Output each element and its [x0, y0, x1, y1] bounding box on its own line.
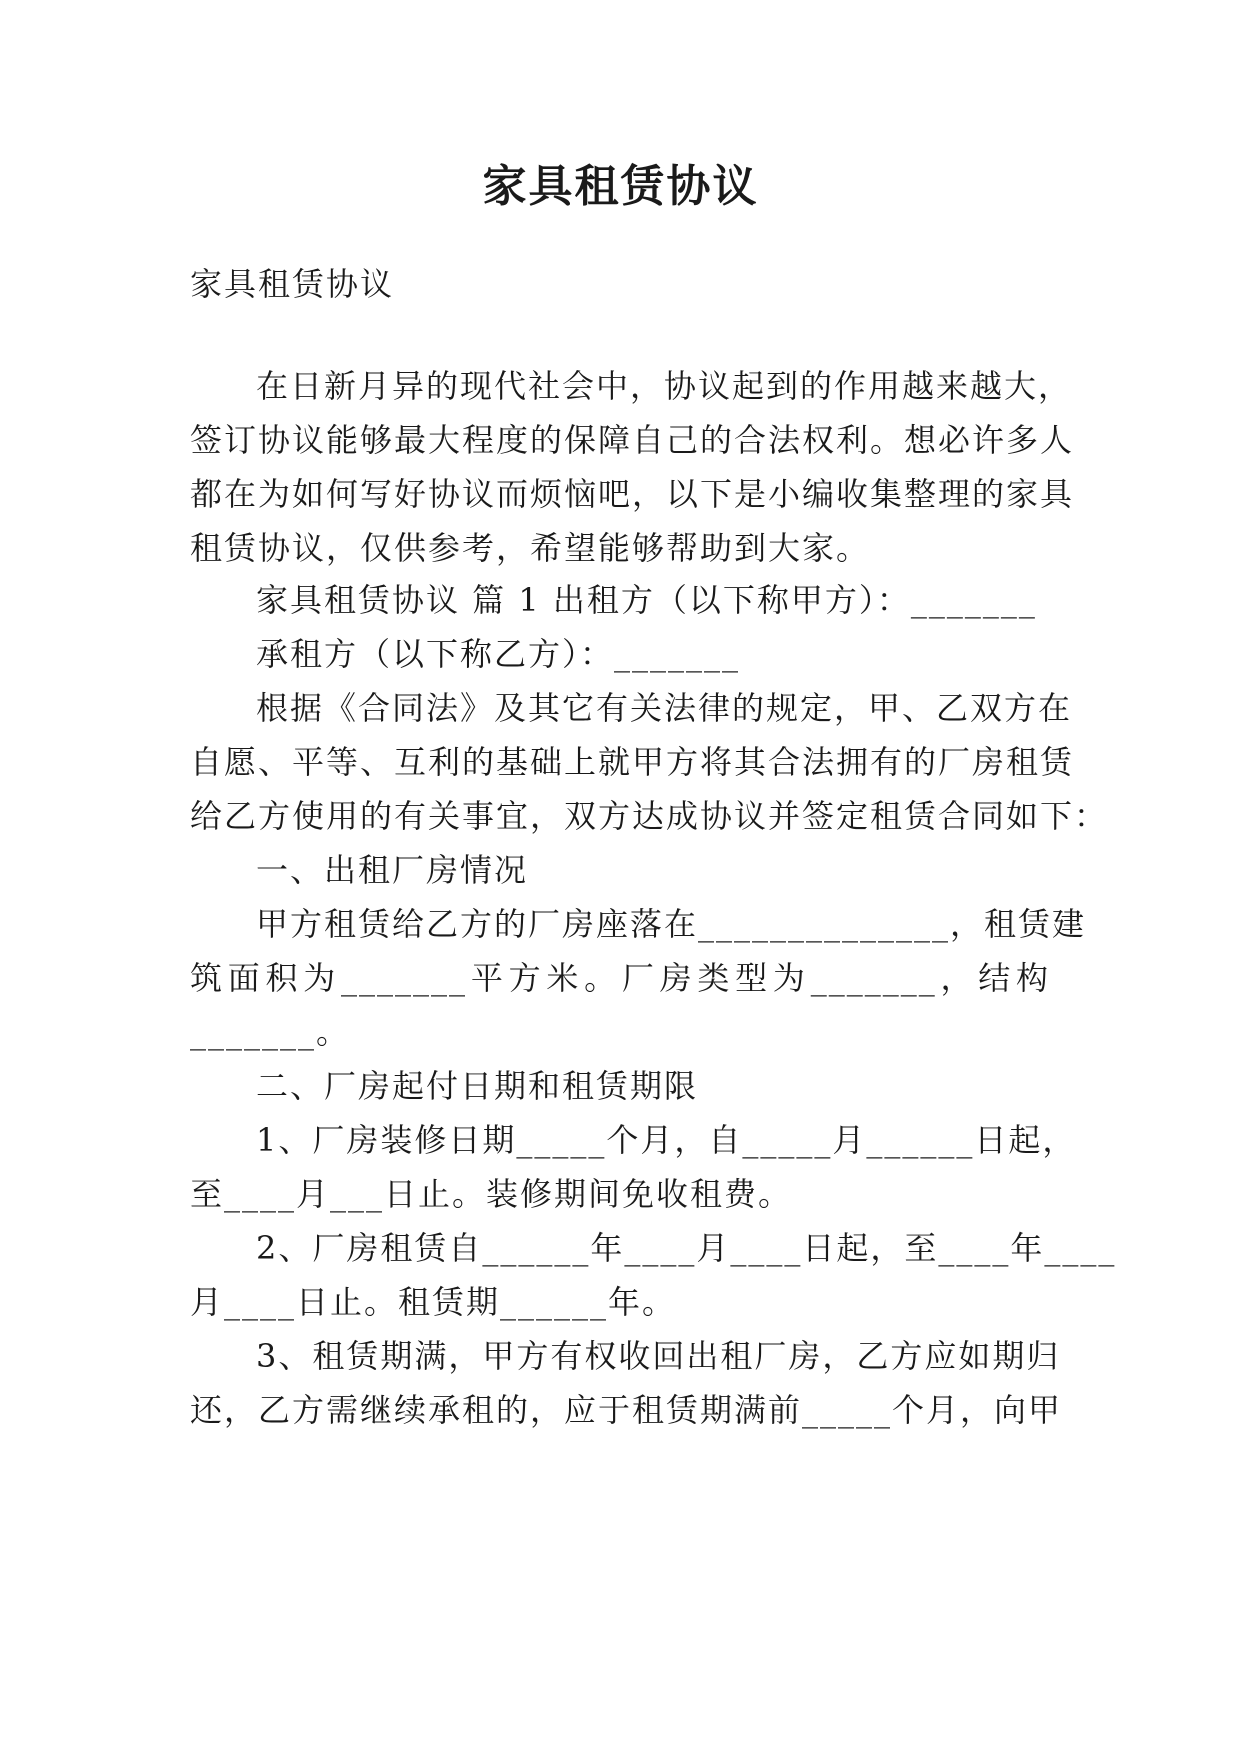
paragraph-line: 筑面积为_______平方米。厂房类型为_______，结构 [190, 959, 1050, 997]
paragraph-line: 租赁协议，仅供参考，希望能够帮助到大家。 [190, 529, 871, 567]
section-heading: 二、厂房起付日期和租赁期限 [256, 1067, 699, 1105]
paragraph-line: 1、厂房装修日期_____个月，自_____月______日起， [256, 1121, 1077, 1159]
paragraph-line: 还，乙方需继续承租的，应于租赁期满前_____个月，向甲 [190, 1391, 1063, 1429]
section-heading: 一、出租厂房情况 [256, 851, 529, 889]
paragraph-line: 至____月___日止。装修期间免收租费。 [190, 1175, 793, 1213]
paragraph-line: 月____日止。租赁期______年。 [190, 1283, 677, 1321]
paragraph-line: 3、租赁期满，甲方有权收回出租厂房，乙方应如期归 [256, 1337, 1061, 1375]
paragraph-line: 承租方（以下称乙方）：_______ [256, 635, 741, 673]
document-title: 家具租赁协议 [482, 161, 759, 212]
paragraph-line: 给乙方使用的有关事宜，双方达成协议并签定租赁合同如下： [190, 797, 1109, 835]
paragraph-line: _______。 [190, 1013, 351, 1051]
paragraph-line: 签订协议能够最大程度的保障自己的合法权利。想必许多人 [190, 421, 1075, 459]
paragraph-line: 根据《合同法》及其它有关法律的规定，甲、乙双方在 [256, 689, 1073, 727]
paragraph-line: 家具租赁协议 篇 1 出租方（以下称甲方）：_______ [256, 581, 1037, 619]
paragraph-line: 甲方租赁给乙方的厂房座落在______________，租赁建 [256, 905, 1087, 943]
paragraph-line: 自愿、平等、互利的基础上就甲方将其合法拥有的厂房租赁 [190, 743, 1075, 781]
paragraph-line: 在日新月异的现代社会中，协议起到的作用越来越大， [256, 367, 1073, 405]
paragraph-line: 2、厂房租赁自______年____月____日起，至____年____ [256, 1229, 1117, 1267]
document-subtitle: 家具租赁协议 [190, 265, 395, 303]
paragraph-line: 都在为如何写好协议而烦恼吧，以下是小编收集整理的家具 [190, 475, 1075, 513]
